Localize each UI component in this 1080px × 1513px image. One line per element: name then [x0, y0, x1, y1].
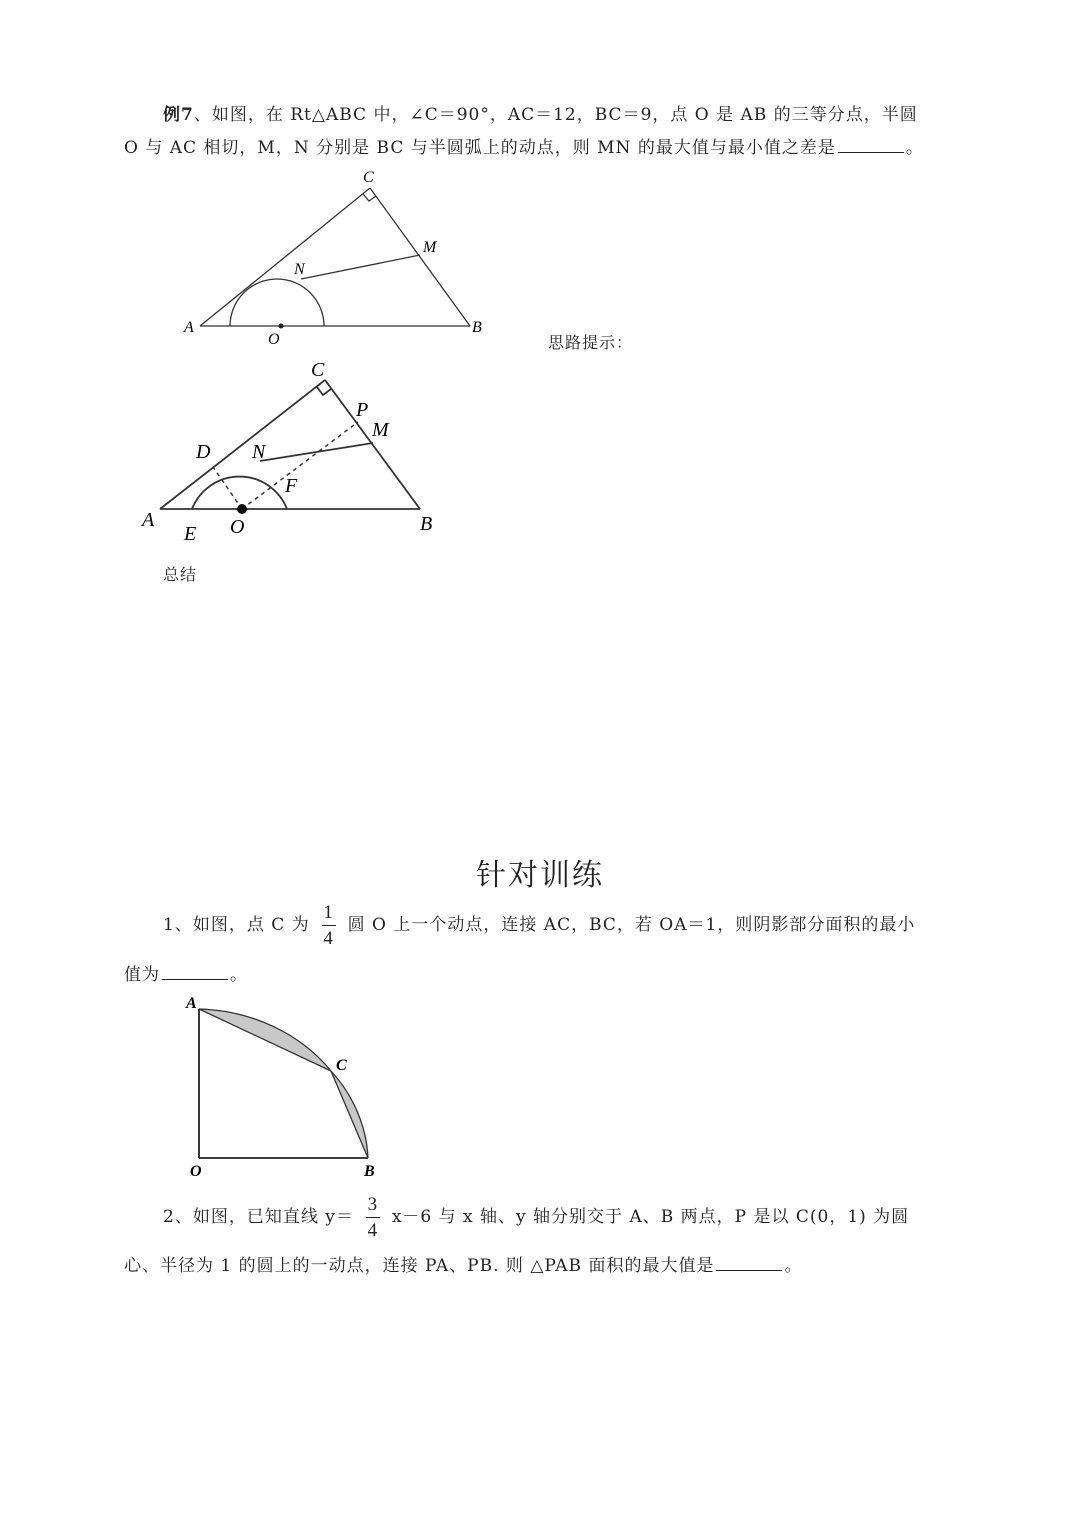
answer-blank[interactable] [838, 138, 904, 153]
fraction: $\frac{3}{4}$ [367, 1194, 379, 1241]
example7-label: 例7 [163, 105, 194, 125]
section-title: 针对训练 [476, 858, 604, 893]
triangle-figure-2 [130, 350, 460, 550]
problem2-line2: 心、半径为 1 的圆上的一动点，连接 PA、PB. 则 △PAB 面积的最大值是 。 [124, 1256, 803, 1276]
label-B: B [364, 1163, 375, 1180]
label-C: C [311, 359, 325, 381]
problem1-line2: 值为 。 [124, 965, 248, 985]
problem1-line1: 1、如图，点 C 为 $\frac{1}{4}$ 圆 O 上一个动点，连接 AC，BC，若 OA＝1，则阴影部分面积的最小 [163, 902, 916, 949]
label-M: M [423, 239, 437, 256]
label-C: C [363, 169, 374, 186]
label-A: A [142, 509, 155, 531]
label-E: E [184, 523, 197, 545]
fraction: $\frac{1}{4}$ [323, 902, 334, 949]
label-B: B [472, 319, 482, 336]
label-N: N [252, 441, 266, 463]
label-F: F [285, 475, 298, 497]
label-N: N [294, 261, 305, 278]
quarter-circle-figure [170, 990, 390, 1185]
problem2-line1: 2、如图，已知直线 y＝ $\frac{3}{4}$ x－6 与 x 轴、y 轴分别交于 A、B 两点，P 是以 C(0，1) 为圆 [163, 1194, 910, 1241]
answer-blank[interactable] [716, 1256, 782, 1271]
label-A: A [184, 319, 194, 336]
label-P: P [356, 399, 369, 421]
label-A: A [186, 995, 197, 1012]
summary-label: 总结 [163, 565, 198, 584]
hint-label: 思路提示： [548, 333, 634, 352]
label-C: C [336, 1057, 347, 1074]
label-D: D [196, 441, 211, 463]
label-O: O [190, 1163, 202, 1180]
label-O: O [268, 331, 280, 348]
label-O: O [230, 516, 245, 538]
label-M: M [372, 419, 389, 441]
answer-blank[interactable] [162, 965, 228, 980]
triangle-figure-1 [180, 160, 500, 350]
label-B: B [420, 513, 433, 535]
example7-line2: O 与 AC 相切，M，N 分别是 BC 与半圆弧上的动点，则 MN 的最大值与最小值之差是 。 [124, 138, 924, 158]
example7-line1: 例7、如图，在 Rt△ABC 中，∠C＝90°，AC＝12，BC＝9，点 O 是 AB 的三等分点，半圆 [163, 105, 918, 125]
